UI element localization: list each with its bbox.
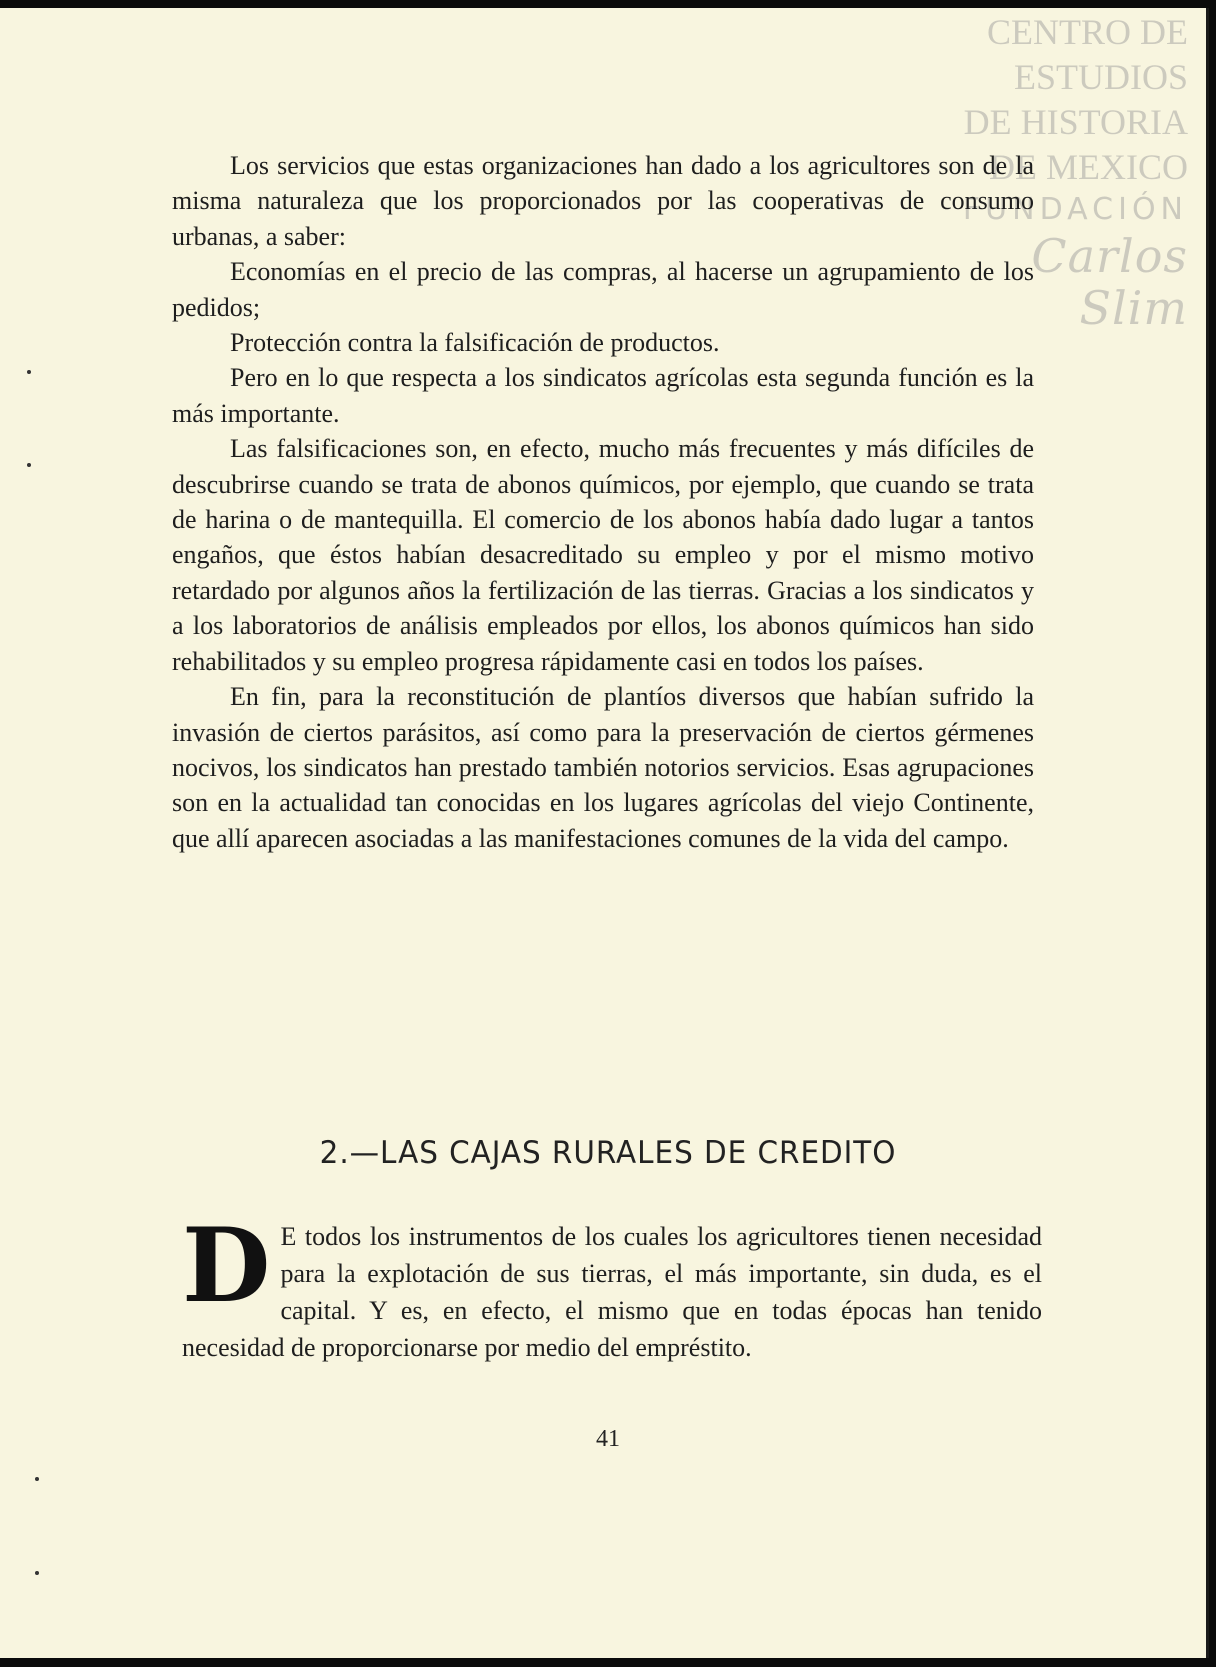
scan-speck — [35, 1477, 39, 1481]
scan-speck — [27, 463, 31, 467]
drop-cap: D — [182, 1206, 271, 1326]
watermark-line: DE MEXICO — [989, 147, 1188, 187]
page-number: 41 — [596, 1426, 620, 1452]
paragraph: Los servicios que estas organizaciones han dado a los agricultores son de la misma naturaleza que los proporcionados por las cooperativas de consumo urbanas, a saber: — [172, 151, 1034, 251]
section-body — [182, 1206, 1042, 1366]
scan-speck — [35, 1571, 39, 1575]
paragraph: Protección contra la falsificación de productos. — [230, 328, 720, 358]
section-title: 2.—LAS CAJAS RURALES DE CREDITO — [319, 1135, 897, 1171]
paragraph: Pero en lo que respecta a los sindicatos agrícolas esta segunda función es la más importante. — [172, 363, 1034, 428]
section-paragraph — [182, 1206, 1042, 1366]
watermark-foundation: FUNDACIÓN — [962, 192, 1188, 227]
paragraph: Las falsificaciones son, en efecto, mucho más frecuentes y más difíciles de descubrirse cuando se trata de abonos químicos, por ejemplo, que cuando se trata de harina o de mantequilla. El comercio de los abonos había dado lugar a tantos engaños, que éstos habían desacreditado su empleo y por el mismo motivo retardado por algunos años la fertilización de las tierras. Gracias a los sindicatos y a los laboratorios de análisis empleados por ellos, los abonos químicos han sido rehabilitados y su empleo progresa rápidamente casi en todos los países. — [172, 434, 1034, 676]
watermark-line: DE HISTORIA — [963, 102, 1188, 142]
section-text: E todos los instrumentos de los cuales los agricultores tienen necesidad para la explotación de sus tierras, el más importante, sin duda, es el capital. Y es, en efecto, el mismo que en todas épocas han tenido necesidad de proporcionarse por medio del empréstito. — [182, 1222, 1042, 1362]
watermark-line: ESTUDIOS — [1013, 57, 1188, 97]
book-page — [0, 8, 1209, 1658]
watermark-line: CENTRO DE — [987, 12, 1188, 52]
paragraph: Economías en el precio de las compras, al hacerse un agrupamiento de los pedidos; — [172, 257, 1034, 322]
body-text — [172, 148, 1034, 856]
watermark-signature: Carlos Slim — [1031, 229, 1188, 335]
paragraph: En fin, para la reconstitución de plantíos diversos que habían sufrido la invasión de ciertos parásitos, así como para la preservación de ciertos gérmenes nocivos, los sindicatos han prestado también notorios servicios. Esas agrupaciones son en la actualidad tan conocidas en los lugares agrícolas del viejo Continente, que allí aparecen asociadas a las manifestaciones comunes de la vida del campo. — [172, 682, 1034, 853]
scan-speck — [27, 370, 31, 374]
